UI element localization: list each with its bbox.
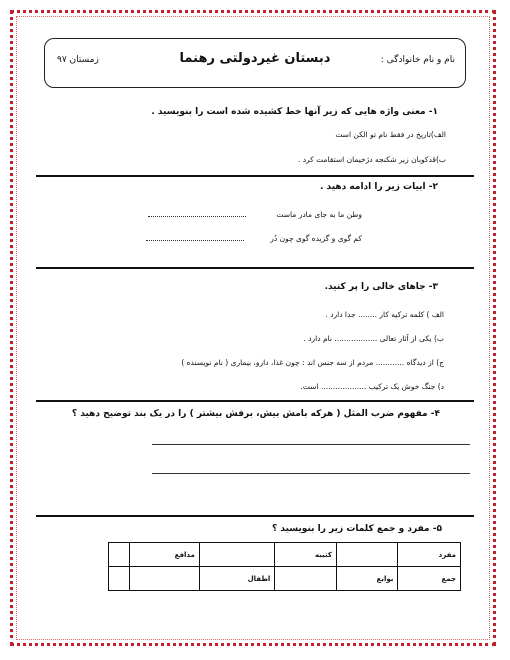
table-cell[interactable]: [109, 543, 130, 567]
table-cell[interactable]: [109, 567, 130, 591]
table-cell[interactable]: [199, 543, 275, 567]
q4-answer-line1: [152, 444, 470, 445]
table-row: [109, 567, 461, 591]
table-cell[interactable]: [275, 567, 337, 591]
q4-title: ۴- مفهوم ضرب المثل ( هرکه بامش بیش، برفش بیشتر ) را در یک بند توضیح دهید ؟: [71, 409, 440, 419]
divider-4: [36, 515, 474, 517]
singular-plural-table: [108, 542, 461, 591]
q1-line1: الف)تاریخ در فقط نام تو الکن است: [335, 130, 446, 139]
divider-3: [36, 400, 474, 402]
divider-2: [36, 267, 474, 269]
table-cell: جمع: [398, 567, 461, 591]
name-label: نام و نام خانوادگی :: [380, 55, 455, 65]
table-cell: کتیبه: [275, 543, 337, 567]
table-cell[interactable]: [130, 567, 199, 591]
q3-title: ۳- جاهای خالی را پر کنید.: [324, 282, 438, 292]
q3-line2: ب) یکی از آثار تعالی .................. نام دارد .: [303, 334, 444, 343]
term-label: زمستان ۹۷: [57, 55, 99, 65]
q3-line3: ج) از دیدگاه ............ مردم از سه جنس اند : چون غذا، دارو، بیماری ( نام نویسنده ): [181, 358, 444, 367]
q4-answer-line2: [152, 473, 470, 474]
q1-line2: ب)قدکوبان زیر شکنجه دژخیمان استقامت کرد .: [297, 155, 446, 164]
header-box: [44, 38, 466, 88]
q1-title: ۱- معنی واژه هایی که زیر آنها خط کشیده شده است را بنویسید .: [151, 107, 438, 117]
q5-title: ۵- مفرد و جمع کلمات زیر را بنویسید ؟: [272, 524, 442, 534]
q2-blank1: [148, 216, 246, 217]
q2-blank2: [146, 240, 244, 241]
table-cell: مفرد: [398, 543, 461, 567]
school-title: دبستان غیردولتی رهنما: [179, 51, 331, 66]
divider-1: [36, 175, 474, 177]
table-cell: مدافع: [130, 543, 199, 567]
table-cell[interactable]: [336, 543, 397, 567]
table-cell: اطفال: [199, 567, 275, 591]
q2-line1: وطن ما به جای مادر ماست: [276, 210, 362, 219]
table-row: [109, 543, 461, 567]
q3-line1: الف ) کلمه ترکیه کار ........ جدا دارد .: [325, 310, 444, 319]
q2-title: ۲- ابیات زیر را ادامه دهید .: [320, 182, 438, 192]
q3-line4: د) جنگ خوش یک ترکیب ................... است.: [300, 382, 444, 391]
table-cell: بوابع: [336, 567, 397, 591]
q2-line2: کم گوی و گزیده گوی چون دُر: [270, 234, 362, 243]
